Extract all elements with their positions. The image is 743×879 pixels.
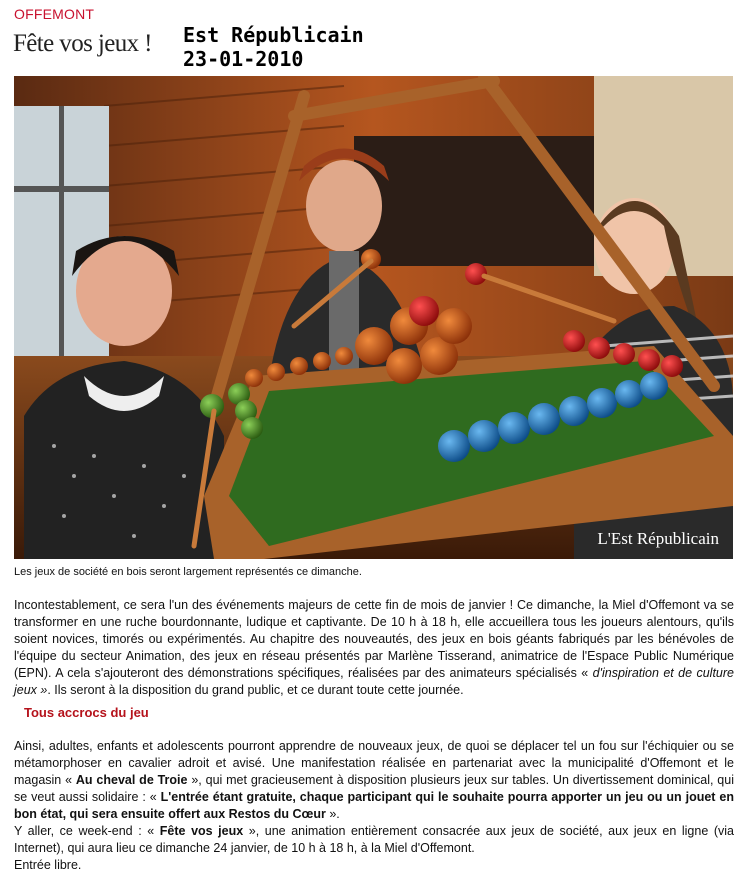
- paragraph-text: Y aller, ce week-end : «: [14, 824, 160, 838]
- event-name: Fête vos jeux: [159, 824, 244, 838]
- italic-quote: d'inspiration et de culture jeux »: [14, 666, 734, 697]
- paragraph-text: », qui met gracieusement à disposition plusieurs jeux sur tables. Un divertissement dominical, qui se veut aussi solidaire : «: [14, 773, 734, 804]
- article-subheading: Tous accrocs du jeu: [24, 705, 149, 720]
- source-block: [183, 23, 364, 71]
- closing-line: Entrée libre.: [14, 858, 82, 872]
- paragraph-text: ».: [325, 807, 340, 821]
- paragraph-text: », une animation entièrement consacrée aux jeux de société, aux jeux en ligne (via Internet), qui aura lieu ce dimanche 24 janvier, de 10 h à 18 h, à la Miel d'Offemont.: [14, 824, 735, 855]
- article-photo: [14, 76, 733, 559]
- section-label: OFFEMONT: [14, 6, 95, 22]
- photo-illustration: [14, 76, 733, 559]
- article-headline: Fête vos jeux !: [13, 30, 152, 57]
- paragraph-text: Ainsi, adultes, enfants et adolescents pourront apprendre de nouveaux jeux, de quoi se déplacer tel un fou sur l'échiquier ou se métamorphoser en cavalier adroit et avisé. Une manifestation réalisée en partenariat avec la municipalité d'Offemont et le magasin «: [14, 739, 734, 787]
- article-paragraph-1: [14, 597, 734, 699]
- source-name: Est Républicain: [183, 23, 364, 47]
- solidarity-quote: L'entrée étant gratuite, chaque participant qui le souhaite pourra apporter un jeu ou un jouet en bon état, qui sera ensuite offert aux Restos du Cœur: [14, 790, 734, 821]
- photo-watermark: L'Est Républicain: [597, 529, 719, 548]
- article-paragraph-2: [14, 738, 734, 874]
- paragraph-text: . Ils seront à la disposition du grand public, et ce durant toute cette journée.: [47, 683, 464, 697]
- photo-caption: Les jeux de société en bois seront largement représentés ce dimanche.: [14, 566, 362, 578]
- publication-date: 23-01-2010: [183, 47, 304, 71]
- shop-name: Au cheval de Troie: [75, 773, 188, 787]
- paragraph-text: Incontestablement, ce sera l'un des événements majeurs de cette fin de mois de janvier ! Ce dimanche, la Miel d'Offemont va se transformer en une ruche bourdonnante, ludique et captivante. De 10 h à 18 h, elle accueillera tous les joueurs alentours, qu'ils soient novices, timorés ou expérimentés. Au chapitre des nouveautés, des jeux en bois géants fabriqués par les bénévoles de l'équipe du secteur Animation, des jeux en réseau présentés par Marlène Tisserand, animatrice de l'Espace Public Numérique (EPN). A cela s'ajouteront des démonstrations spécifiques, réalisées par des animateurs spécialisés «: [14, 598, 734, 680]
